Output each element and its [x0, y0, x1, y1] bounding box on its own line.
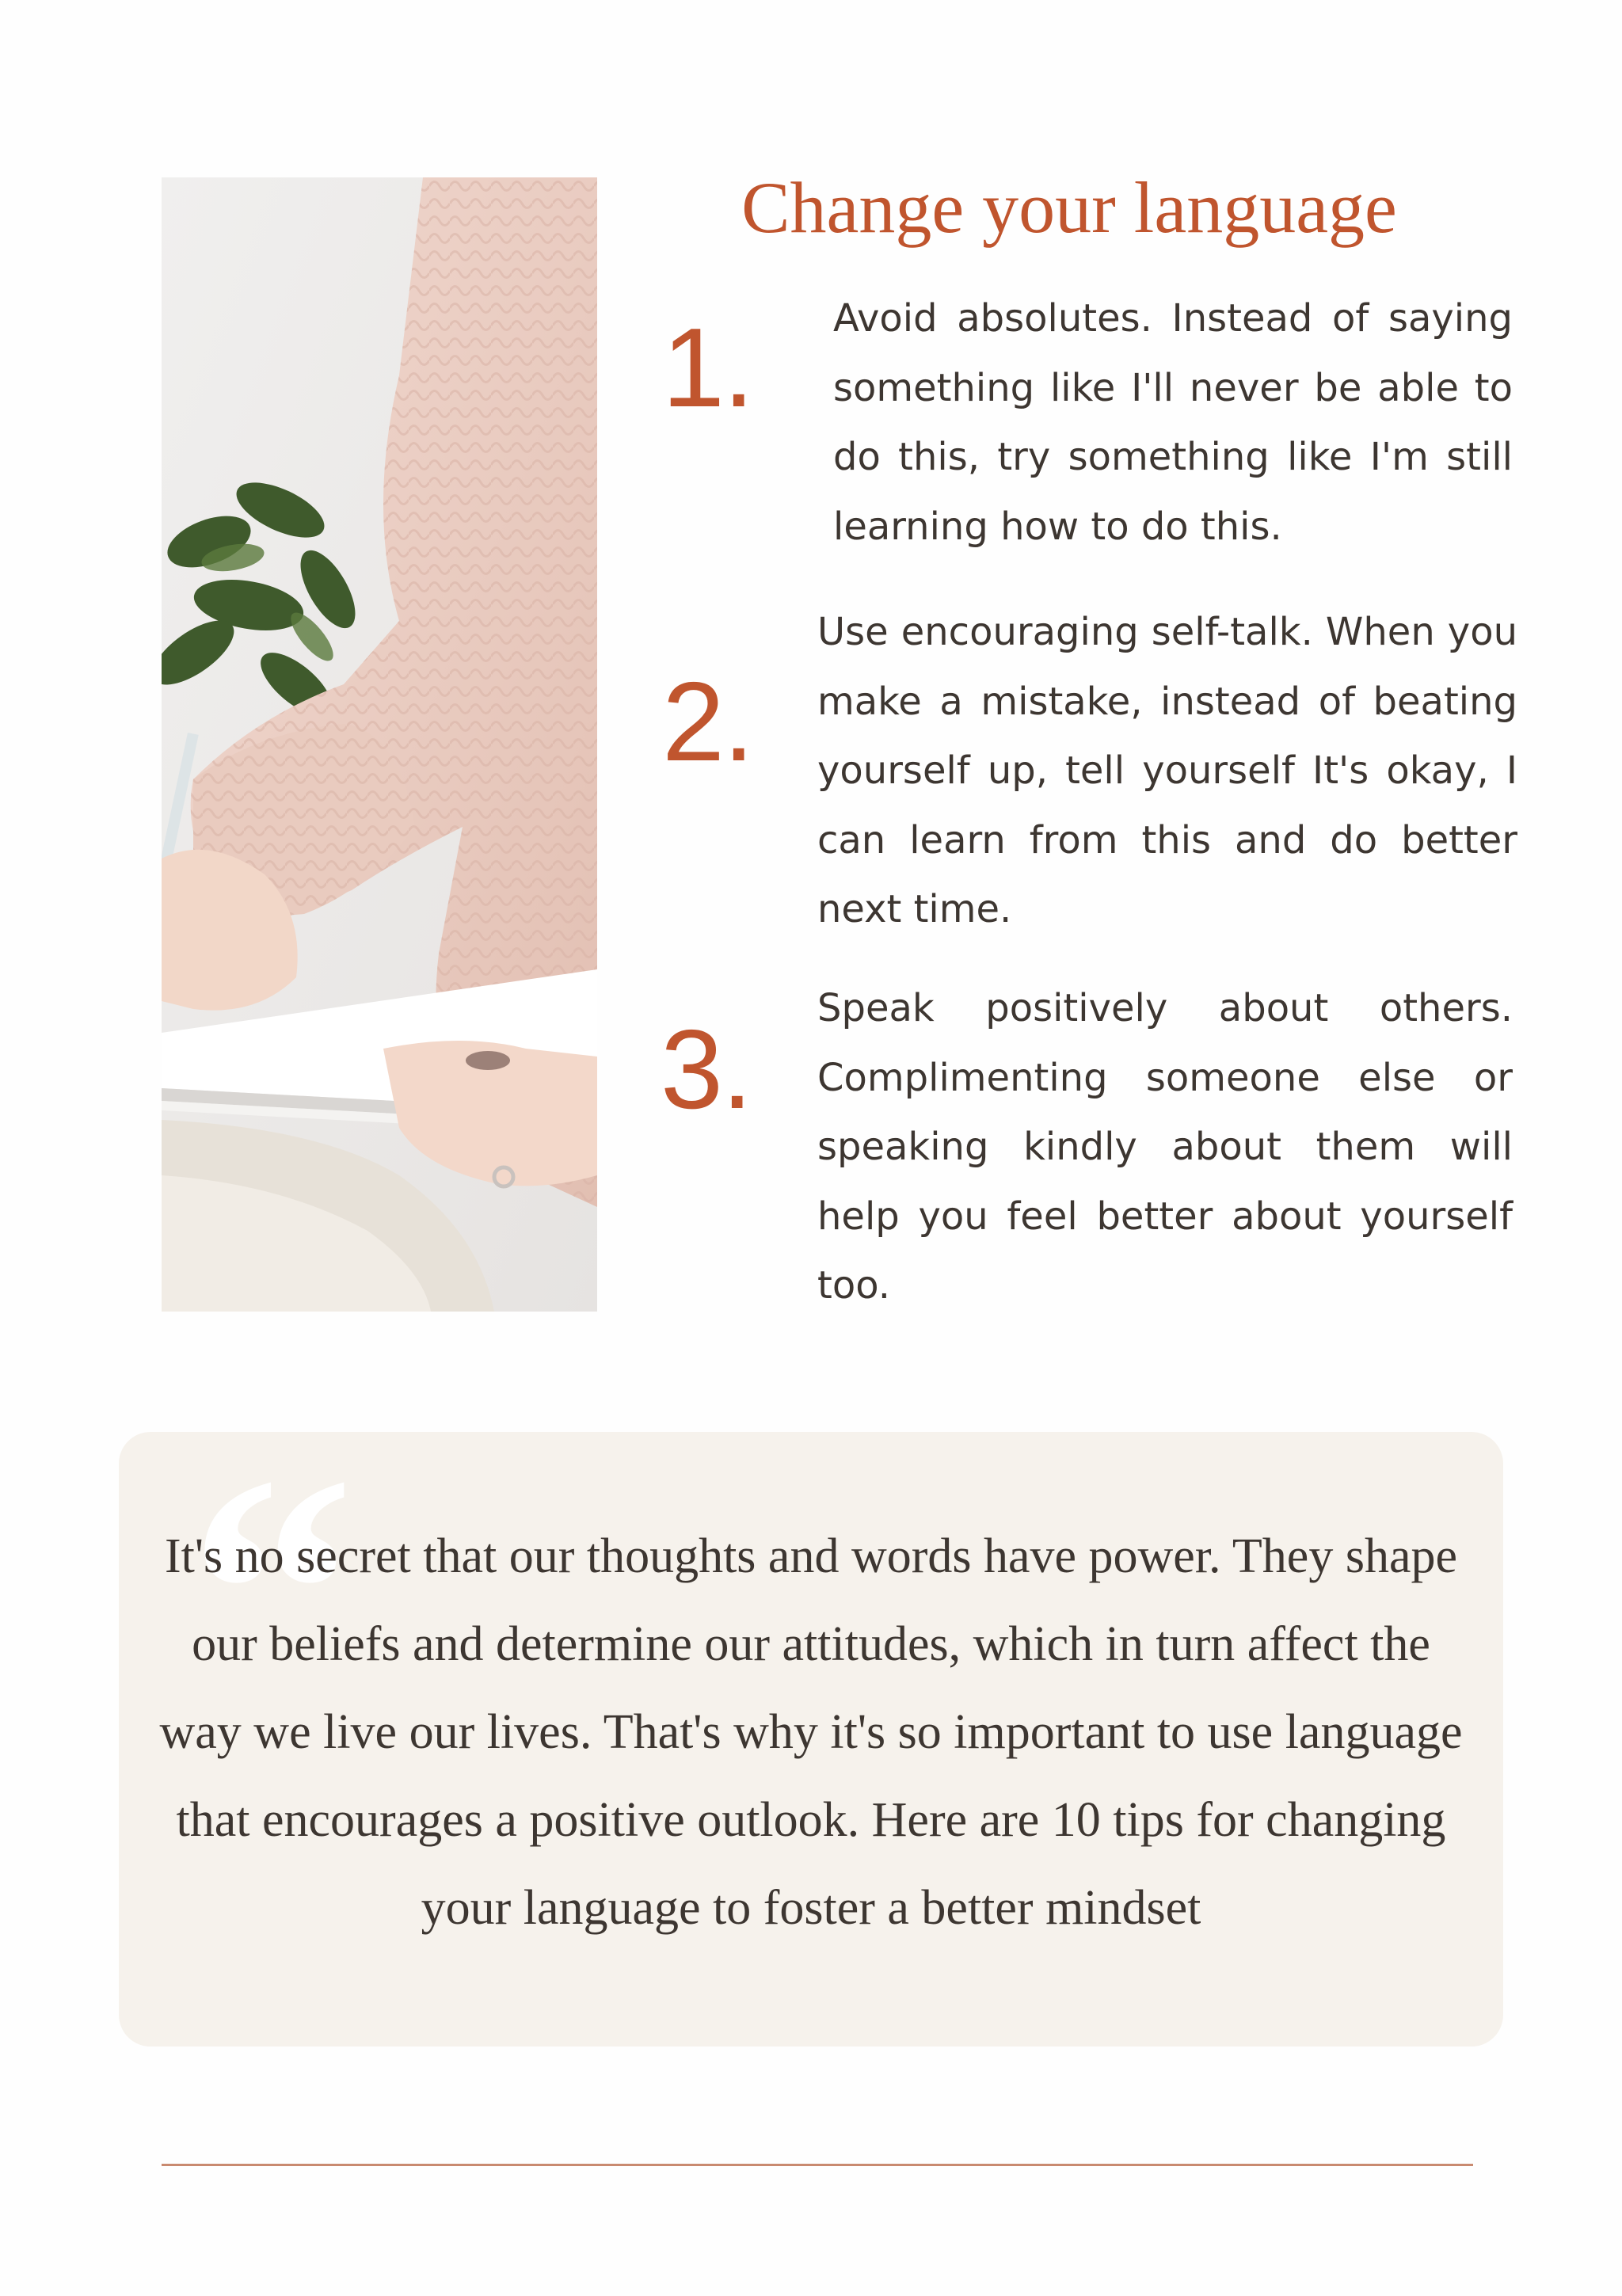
item-text-2: Use encouraging self-talk. When you make a mistake, instead of beating yourself up, tell yourself It's okay, I can learn from this and do better next time.: [817, 610, 1517, 931]
page-title: Change your language: [741, 167, 1397, 248]
divider-line: [162, 2164, 1473, 2166]
item-text-3: Speak positively about others. Complimenting someone else or speaking kindly about them will help you feel better about yourself too.: [817, 986, 1513, 1308]
item-number-1: 1.: [662, 305, 753, 431]
quote-mark-icon: “: [188, 1407, 355, 1776]
item-number-2: 2.: [662, 659, 753, 785]
item-text-1: Avoid absolutes. Instead of saying something like I'll never be able to do this, try something like I'm still learning how to do this.: [833, 296, 1513, 549]
quote-text: It's no secret that our thoughts and words have power. They shape our beliefs and determine our attitudes, which in turn affect the way we live our lives. That's why it's so important to use language that encourages a positive outlook. Here are 10 tips for changing your language to foster a better mindset: [159, 1529, 1463, 1935]
item-number-3: 3.: [661, 1007, 752, 1133]
photo-woman-writing: [162, 177, 597, 1312]
